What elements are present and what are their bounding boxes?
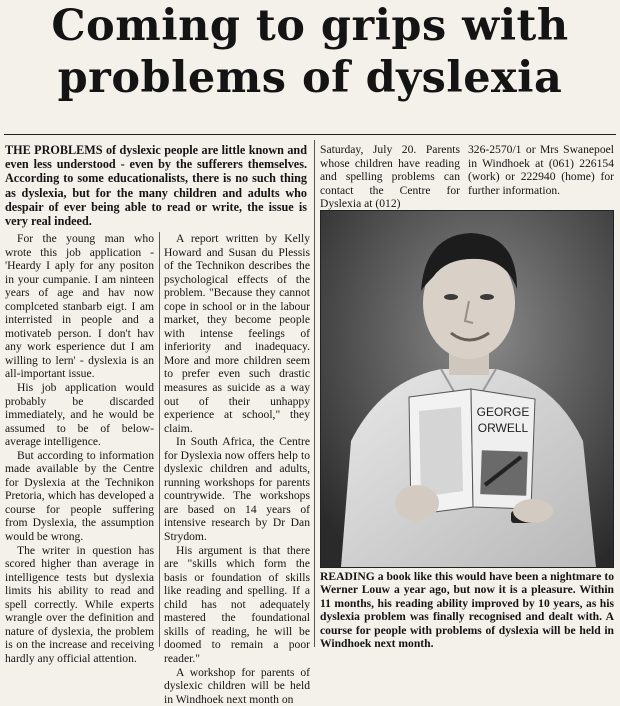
caption-lead: READING: [320, 570, 375, 583]
book-title-line-2: ORWELL: [478, 421, 529, 435]
headline-rule: [4, 134, 616, 135]
column-separator: [314, 140, 315, 647]
column-4-paragraph: 326-2570/1 or Mrs Swanepoel in Windhoek at (061) 226154 (work) or 222940 (home) for further information.: [468, 143, 614, 197]
column-2-paragraph: His argument is that there are "skills which form the basis or foundation of skills like reading and spelling. If a child has not adequately mastered the foundational skills of reading, he will be doomed to remain a poor reader.": [164, 544, 310, 666]
headline-line-2: problems of dyslexia: [0, 52, 620, 104]
column-1-paragraph: The writer in question has scored higher than average in intelligence tests but dyslexia limits his ability to read and spell correctly. While experts wrangle over the definition and nature of dyslexia, the problem is on the increase and receiving hardly any official attention.: [5, 544, 154, 666]
column-1-paragraph: For the young man who wrote this job application - 'Heardy I aply for any positon in your cumpanie. I am ninteen years of age and hav now complceted stanbarb eigt. I am interristed in people and a motivateb person. I don't hav any work esperience dut I am willing to lern' - dyslexia is an all-important issue.: [5, 232, 154, 381]
column-1-paragraph: His job application would probably be discarded immediately, and he would be assumed to be of below-average intelligence.: [5, 381, 154, 449]
column-3-paragraph: Saturday, July 20. Parents whose children have reading and spelling problems can contact the Centre for Dyslexia at (012): [320, 143, 460, 211]
column-2-paragraph: In South Africa, the Centre for Dyslexia now offers help to dyslexic children and adults, running workshops for parents countrywide. The workshops are based on 14 years of intensive research by Dr Dan Strydom.: [164, 435, 310, 543]
article-column-1: [5, 232, 154, 666]
headline-line-1: Coming to grips with: [0, 0, 620, 52]
caption-text: a book like this would have been a nightmare to Werner Louw a year ago, but now it is a pleasure. Within 11 months, his reading ability improved by 10 years, as his dyslexia problem was finally recognised and dealt with. A course for people with problems of dyslexia will be held in Windhoek next month.: [320, 570, 614, 650]
headline: [0, 0, 620, 104]
article-column-2: [164, 232, 310, 706]
book-title-line-1: GEORGE: [477, 405, 530, 419]
column-2-paragraph: A workshop for parents of dyslexic children will be held in Windhoek next month on: [164, 666, 310, 706]
portrait-photo: [320, 210, 614, 568]
column-1-paragraph: But according to information made available by the Centre for Dyslexia at the Technikon Pretoria, which has developed a course for people suffering from Dyslexia, the assumption would be wrong.: [5, 449, 154, 544]
article-column-3: [320, 143, 460, 211]
lede-paragraph: THE PROBLEMS of dyslexic people are little known and even less understood - even by the sufferers themselves. According to some educationalists, there is no such thing as dyslexia, but for the many children and adults who despair of ever being able to read or write, the issue is very real indeed.: [5, 143, 307, 228]
article-column-4: [468, 143, 614, 197]
column-2-paragraph: A report written by Kelly Howard and Susan du Plessis of the Technikon describes the psychological effects of the problem. "Because they cannot cope in school or in the labour market, they become people with intense feelings of inferiority and inadequacy. More and more children seem to prefer even such drastic measures as suicide as a way out of their unhappy experience at school," they claim.: [164, 232, 310, 435]
column-separator: [159, 232, 160, 647]
portrait-illustration: [321, 211, 613, 567]
photo-caption: [320, 570, 614, 650]
